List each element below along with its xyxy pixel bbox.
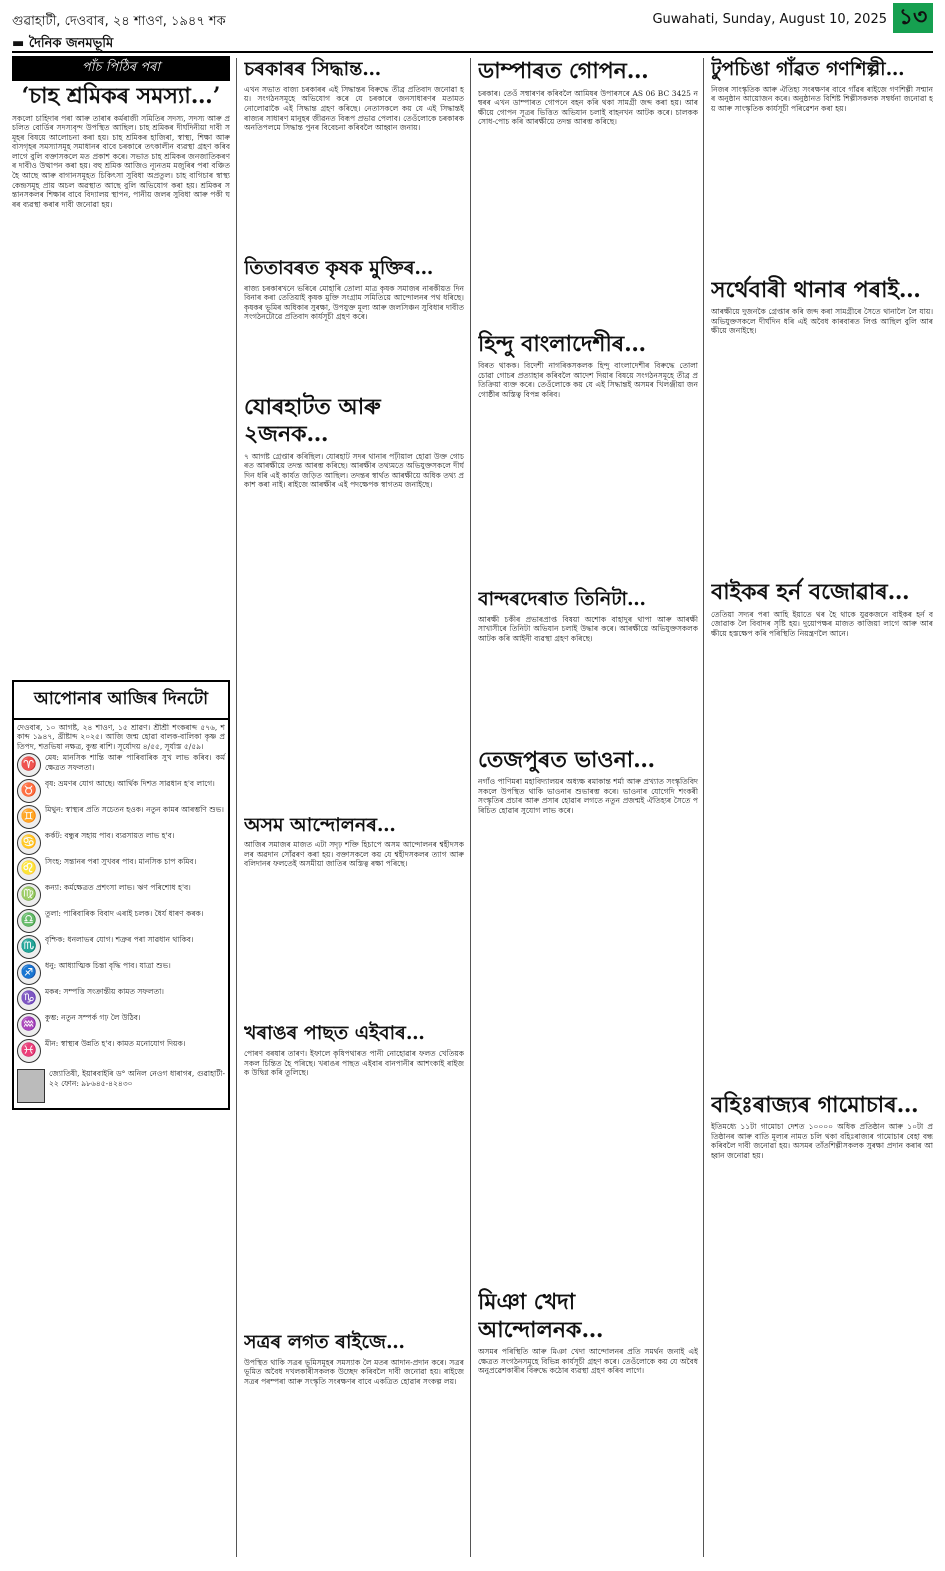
almanac-text: দেওবাৰ, ১০ আগষ্ট, ২৪ শাওণ, ১৫ শ্ৰাৱণ। শ্ৰীশ্ৰী শংকৰাব্দ ৫৭৬, শকাব্দ ১৯৪৭, খ্ৰীষ্টাব্দ ২০২৫। আজি জন্ম হোৱা বালক-বালিকা কৃষ্ণ প্ৰতিপদ, শতভিষা নক্ষত্ৰ, কুম্ভ ৰাশি। সূৰ্যোদয় ৪/৫৫, সূৰ্যাস্ত ৫/৫৯।	[17, 722, 225, 751]
astrologer-text: জ্যোতিষী, ইয়াৰবাইৰি ড° অনিল নেওগ ধাৰাগৰ, গুৱাহাটী-২২ ফোন: ৯৮৬৪৫-৪২৪৩০	[49, 1069, 225, 1088]
headline-dumper: ডাম্পাৰত গোপন…	[478, 58, 649, 84]
zodiac-row	[17, 779, 225, 803]
horoscope-title: আপোনাৰ আজিৰ দিনটো	[14, 682, 228, 720]
masthead-label: দৈনিক জনমভূমি	[28, 36, 114, 51]
headline-tea-workers: ‘চাহ শ্ৰমিকৰ সমস্যা…’	[21, 83, 221, 109]
zodiac-row	[17, 857, 225, 881]
zodiac-sign-icon: ♊	[17, 805, 41, 829]
zodiac-text: কৰ্কট: বন্ধুৰ সহায় পাব। ব্যৱসায়ত লাভ হ'ব।	[45, 831, 175, 841]
headline-bandardewa: বান্দৰদেৰাত তিনিটা…	[478, 588, 647, 610]
article-body: আৰক্ষীয়ে দুজনকৈ গ্ৰেপ্তাৰ কৰি জব্দ কৰা সামগ্ৰীৰে সৈতে থানালৈ লৈ যায়। অভিযুক্তসকলে দীৰ্ঘদিন ধৰি এই অবৈধ কাৰবাৰত লিপ্ত আছিল বুলি আৰক্ষীয়ে জনাইছে।	[711, 307, 933, 336]
column-2	[244, 56, 464, 1557]
article-body: উপস্থিত থাকি সত্ৰৰ ভূমিসমূহৰ সমস্যাক লৈ মতৰ আদান-প্ৰদান কৰে। সত্ৰৰ ভূমিত অবৈধ দখলকাৰীসকলক উচ্ছেদ কৰিবলৈ দাবী জনোৱা হয়। ৰাইজে সত্ৰৰ পৰম্পৰা আৰু সংস্কৃতি সংৰক্ষণৰ বাবে একত্ৰিত হোৱাৰ সংকল্প লয়।	[244, 1357, 464, 1386]
headline-assam-movement: অসম আন্দোলনৰ…	[244, 813, 396, 836]
header-rule	[12, 51, 933, 53]
continued-kicker: পাঁচ পিঠিৰ পৰা	[12, 56, 230, 81]
article-body: পোৰণ বৰষাৰ তাৰণ। ইফালে কৃষিপথাৰত পানী নোহোৱাৰ ফলত খেতিয়কসকল চিন্তিত হৈ পৰিছে। খৰাঙৰ পাছত এইবাৰ বানপানীৰ আশংকাই ৰাইজক উদ্বিগ্ন কৰি তুলিছে।	[244, 1049, 464, 1078]
zodiac-sign-icon: ♉	[17, 779, 41, 803]
zodiac-text: কন্যা: কৰ্মক্ষেত্ৰত প্ৰশংসা লাভ। ঋণ পৰিশোধ হ'ব।	[45, 883, 191, 893]
article-body: আৰক্ষী চকীৰ প্ৰভাৰপ্ৰাপ্ত বিষয়া অশোক বাহাদুৰ থাপা আৰু আৰক্ষী সাখাসীৰে তিনিটা অভিযান চলাই উদ্ধাৰ কৰে। আৰক্ষীয়ে অভিযুক্তসকলক আটক কৰি আইনী ব্যৱস্থা গ্ৰহণ কৰিছে।	[478, 614, 698, 643]
zodiac-text: বৃশ্চিক: ধনলাভৰ যোগ। শত্ৰুৰ পৰা সাৱধান থাকিব।	[45, 935, 194, 945]
headline-satra: সত্ৰৰ লগত ৰাইজে…	[244, 1331, 406, 1353]
astrologer-credit	[17, 1069, 225, 1103]
zodiac-row	[17, 1039, 225, 1063]
headline-tezpur-bhaona: তেজপুৰত ভাওনা…	[478, 746, 656, 773]
column-1	[12, 56, 230, 1557]
column-4	[711, 56, 933, 1557]
zodiac-row	[17, 961, 225, 985]
column-divider	[236, 58, 237, 1557]
zodiac-list	[17, 753, 225, 1063]
article-body: চৰকাৰ। তেওঁ সম্বাৰণৰ কৰিবলৈ আমিষৰ উপাৰসৰে AS 06 BC 3425 নম্বৰৰ এখন ডাম্পাৰত গোপনে বহন কৰি থকা সামগ্ৰী জব্দ কৰা হয়। আৰক্ষীয়ে গোপন সূত্ৰৰ ভিত্তিত অভিযান চলাই বাহনখন আটক কৰে। চালকক সোধ-পোচ কৰি আৰক্ষীয়ে তদন্ত আৰম্ভ কৰিছে।	[478, 88, 698, 127]
article-body: নিজৰ সাংস্কৃতিক আৰু ঐতিহ্য সংৰক্ষণৰ বাবে গাঁৱৰ ৰাইজে গণশিল্পী সন্মানৰ অনুষ্ঠান আয়োজন কৰে। অনুষ্ঠানত বিশিষ্ট শিল্পীসকলক সম্বৰ্ধনা জনোৱা হয় আৰু সাংস্কৃতিক কাৰ্যসূচী পৰিৱেশন কৰা হয়।	[711, 84, 933, 113]
column-divider	[703, 58, 704, 1557]
zodiac-text: মিথুন: স্বাস্থ্যৰ প্ৰতি সচেতন হওক। নতুন কামৰ আৰম্ভণি শুভ।	[45, 805, 224, 815]
article-body: সকলো চাহিদাৰ পৰা আৰু তাৰাৰ কৰ্মৰাজী সমিতিৰ সদস্য, সদস্য আৰু প্ৰচলিত বোৰ্ডিৰ সদস্যবৃন্দ উপস্থিত আছিল। চাহ শ্ৰমিকৰ দীৰ্ঘদিনীয়া দাবী সমূহৰ বিষয়ে আলোচনা কৰা হয়। চাহ শ্ৰমিকৰ হাজিৰা, স্বাস্থ্য, শিক্ষা আৰু বাসগৃহৰ সমস্যাসমূহ সমাধানৰ বাবে চৰকাৰে তৎকালীন ব্যৱস্থা গ্ৰহণ কৰিব লাগে বুলি বক্তাসকলে মত প্ৰকাশ কৰে। সভাত চাহ শ্ৰমিকৰ জনজাতিকৰণৰ দাবীও উত্থাপন কৰা হয়। বহু শ্ৰমিক আজিও ন্যূনতম মজুৰিৰ পৰা বঞ্চিত হৈ আছে আৰু বাগানসমূহত চিকিৎসা সুবিধা অপ্ৰতুল। চাহ বাগিচাৰ স্বাস্থ্য কেন্দ্ৰসমূহ প্ৰায় অচল অৱস্থাত আছে বুলি অভিযোগ কৰা হয়। শ্ৰমিকৰ সন্তানসকলৰ শিক্ষাৰ বাবে বিদ্যালয় স্থাপন, পানীয় জলৰ সুবিধা আৰু পকী ঘৰৰ ব্যৱস্থা কৰাৰ দাবী জনোৱা হয়।	[12, 113, 230, 209]
zodiac-text: বৃষ: ভ্ৰমণৰ যোগ আছে। আৰ্থিক দিশত সাৱধান হ'ব লাগে।	[45, 779, 215, 789]
zodiac-sign-icon: ♓	[17, 1039, 41, 1063]
headline-miya-kheda: মিঞা খেদা আন্দোলনক…	[478, 1289, 604, 1343]
header-date-left: গুৱাহাটী, দেওবাৰ, ২৪ শাওণ, ১৯৪৭ শক	[12, 14, 226, 29]
zodiac-row	[17, 883, 225, 907]
zodiac-text: মীন: স্বাস্থ্যৰ উন্নতি হ'ব। কামত মনোযোগ দিয়ক।	[45, 1039, 186, 1049]
astrologer-photo	[17, 1069, 45, 1103]
zodiac-row	[17, 935, 225, 959]
headline-bike-horn: বাইকৰ হৰ্ন বজোৱাৰ…	[711, 579, 910, 606]
article-body: আজিৰ সমাজৰ মাজত এটা সদৃঢ় শক্তি হিচাপে অসম আন্দোলনৰ শ্বহীদসকলৰ অৱদান সোঁৱৰণ কৰা হয়। বক্তাসকলে কয় যে শ্বহীদসকলৰ ত্যাগ আৰু বলিদানৰ ফলতেই অসমীয়া জাতিৰ অস্তিত্ব ৰক্ষা পৰিছে।	[244, 840, 464, 869]
zodiac-text: মকৰ: সম্পত্তি সংক্ৰান্তীয় কামত সফলতা।	[45, 987, 164, 997]
article-body: তেতিয়া সদ্যৰ পৰা আহি ইয়াতে থৰ হৈ থাকে যুৱকজনে বাইকৰ হৰ্ন বজোৱাক লৈ বিবাদৰ সৃষ্টি হয়। দুয়োপক্ষৰ মাজত কাজিয়া লাগে আৰু আৰক্ষীয়ে হস্তক্ষেপ কৰি পৰিস্থিতি নিয়ন্ত্ৰণলৈ আনে।	[711, 609, 933, 638]
headline-govt-decision: চৰকাৰৰ সিদ্ধান্ত…	[244, 58, 382, 80]
zodiac-row	[17, 1013, 225, 1037]
zodiac-text: মেষ: মানসিক শান্তি আৰু পাৰিবাৰিক সুখ লাভ কৰিব। কৰ্মক্ষেত্ৰত সফলতা।	[45, 753, 225, 772]
headline-tupsinga: টুপচিঙা গাঁৱত গণশিল্পী…	[711, 58, 905, 80]
article-body: এখন সভাত বাজ্য চৰকাৰৰ এই সিদ্ধান্তৰ বিৰুদ্ধে তীব্ৰ প্ৰতিবাদ জনোৱা হয়। সংগঠনসমূহে অভিযোগ কৰে যে চৰকাৰে জনসাধাৰণৰ মতামত নোলোৱাকৈ এই সিদ্ধান্ত গ্ৰহণ কৰিছে। নেতাসকলে কয় যে এই সিদ্ধান্তই ৰাজ্যৰ সাধাৰণ মানুহৰ জীৱনত বিৰূপ প্ৰভাৱ পেলাব। তেওঁলোকে চৰকাৰক অনতিপলমে সিদ্ধান্ত পুনৰ বিবেচনা কৰিবলৈ আহ্বান জনায়।	[244, 84, 464, 133]
headline-hindu-bangladeshi: হিন্দু বাংলাদেশীৰ…	[478, 330, 647, 357]
headline-titabar: তিতাবৰত কৃষক মুক্তিৰ…	[244, 256, 434, 279]
headline-outstate-gamocha: বহিঃৰাজ্যৰ গামোচাৰ…	[711, 1091, 919, 1118]
zodiac-row	[17, 753, 225, 777]
zodiac-text: কুম্ভ: নতুন সম্পৰ্ক গঢ় লৈ উঠিব।	[45, 1013, 141, 1023]
header-date-right: Guwahati, Sunday, August 10, 2025	[652, 12, 887, 27]
zodiac-sign-icon: ♍	[17, 883, 41, 907]
zodiac-row	[17, 831, 225, 855]
article-body: ইতিমধ্যে ১১টা গামোচা দেশত ১০০০০ অধিক প্ৰতিষ্ঠান আৰু ১০টা প্ৰতিষ্ঠানৰ আৰু বাতি মূল্যৰ নামত চলি থকা বহিঃৰাজ্যৰ গামোচাৰ বেহা বন্ধ কৰিবলৈ দাবী জনোৱা হয়। অসমৰ তাঁতশিল্পীসকলক সুৰক্ষা প্ৰদান কৰাৰ আহ্বান জনোৱা হয়।	[711, 1122, 933, 1161]
headline-sarthebari: সৰ্থেবাৰী থানাৰ পৰাই…	[711, 276, 921, 303]
headline-jorhat: যোৰহাটত আৰু ২জনক…	[244, 393, 381, 447]
masthead: ▬ দৈনিক জনমভূমি	[12, 36, 114, 51]
zodiac-row	[17, 987, 225, 1011]
zodiac-sign-icon: ♐	[17, 961, 41, 985]
zodiac-sign-icon: ♒	[17, 1013, 41, 1037]
zodiac-row	[17, 909, 225, 933]
zodiac-sign-icon: ♑	[17, 987, 41, 1011]
zodiac-text: সিংহ: সন্তানৰ পৰা সুখবৰ পাব। মানসিক চাপ কমিব।	[45, 857, 197, 867]
zodiac-sign-icon: ♎	[17, 909, 41, 933]
article-body: ৰাজ্য চৰকাৰখনে ভৰিৰে মোহাৰি তোলা মাত্ৰ কৃষক সমাজৰ নাৰকীয়ত দিন বিনাৰ কৰা তেতিয়াই কৃষক মুক্তি সংগ্ৰাম সমিতিয়ে আন্দোলনৰ পথ ধৰিছে। কৃষকৰ ভূমিৰ অধিকাৰ সুৰক্ষা, উপযুক্ত মূল্য আৰু জলসিঞ্চন সুবিধাৰ দাবীত সংগঠনটোৱে প্ৰতিবাদ কাৰ্যসূচী গ্ৰহণ কৰে।	[244, 283, 464, 322]
zodiac-row	[17, 805, 225, 829]
zodiac-text: ধনু: আধ্যাত্মিক চিন্তা বৃদ্ধি পাব। যাত্ৰা শুভ।	[45, 961, 171, 971]
headline-drought: খৰাঙৰ পাছত এইবাৰ…	[244, 1022, 425, 1045]
article-body: নগাঁও পাণিমৰা মহাবিদ্যালয়ৰ অধ্যক্ষ ৰমাকান্ত শৰ্মা আৰু প্ৰখ্যাত সংস্কৃতিবিদসকলে উপস্থিত থাকি ভাওনাৰ শুভাৰম্ভ কৰে। ভাওনাৰ যোগেদি শংকৰী সংস্কৃতিৰ প্ৰচাৰ আৰু প্ৰসাৰ হোৱাৰ লগতে নতুন প্ৰজন্মই ঐতিহ্যৰ সৈতে পৰিচিত হোৱাৰ সুযোগ লাভ কৰে।	[478, 777, 698, 816]
zodiac-sign-icon: ♌	[17, 857, 41, 881]
column-divider	[470, 58, 471, 1557]
zodiac-sign-icon: ♏	[17, 935, 41, 959]
horoscope-box	[12, 680, 230, 1111]
page-number: ১৩	[893, 3, 933, 33]
zodiac-sign-icon: ♈	[17, 753, 41, 777]
column-3	[478, 56, 698, 1557]
article-body: অসমৰ পৰিস্থিতি আৰু মিঞা খেদা আন্দোলনৰ প্ৰতি সমৰ্থন জনাই এইক্ষেত্ৰত সংগঠনসমূহে বিভিন্ন কাৰ্যসূচী গ্ৰহণ কৰে। তেওঁলোকে কয় যে অবৈধ অনুপ্ৰৱেশকাৰীৰ বিৰুদ্ধে কঠোৰ ব্যৱস্থা গ্ৰহণ কৰিব লাগে।	[478, 1347, 698, 1376]
zodiac-text: তুলা: পাৰিবাৰিক বিবাদ এৰাই চলক। ধৈৰ্য ধাৰণ কৰক।	[45, 909, 204, 919]
zodiac-sign-icon: ♋	[17, 831, 41, 855]
article-body: বিৰত থাকক। বিদেশী নাগৰিকসকলক হিন্দু বাংলাদেশীৰ বিৰুদ্ধে তোলা চোৱা গোচৰ প্ৰত্যাহাৰ কৰিবলৈ আদেশ দিয়াৰ বিষয়ে সংগঠনসমূহে তীব্ৰ প্ৰতিক্ৰিয়া ব্যক্ত কৰে। তেওঁলোকে কয় যে এই সিদ্ধান্তই অসমৰ খিলঞ্জীয়া জনগোষ্ঠীৰ অস্তিত্ব বিপন্ন কৰিব।	[478, 361, 698, 399]
article-body: ৭ আগষ্ট গ্ৰেপ্তাৰ কৰিছিল। যোৰহাট সদৰ থানাৰ পঢ়ীয়াল হোৱা উক্ত গোচৰত আৰক্ষীয়ে তদন্ত আৰম্ভ কৰিছে। আৰক্ষীৰ তথ্যমতে অভিযুক্তসকলে দীৰ্ঘদিন ধৰি এই কাৰ্যত জড়িত আছিল। তদন্তৰ স্বাৰ্থত আৰক্ষীয়ে অধিক তথ্য প্ৰকাশ কৰা নাই। ৰাইজে আৰক্ষীৰ এই পদক্ষেপক স্বাগতম জনাইছে।	[244, 451, 464, 490]
